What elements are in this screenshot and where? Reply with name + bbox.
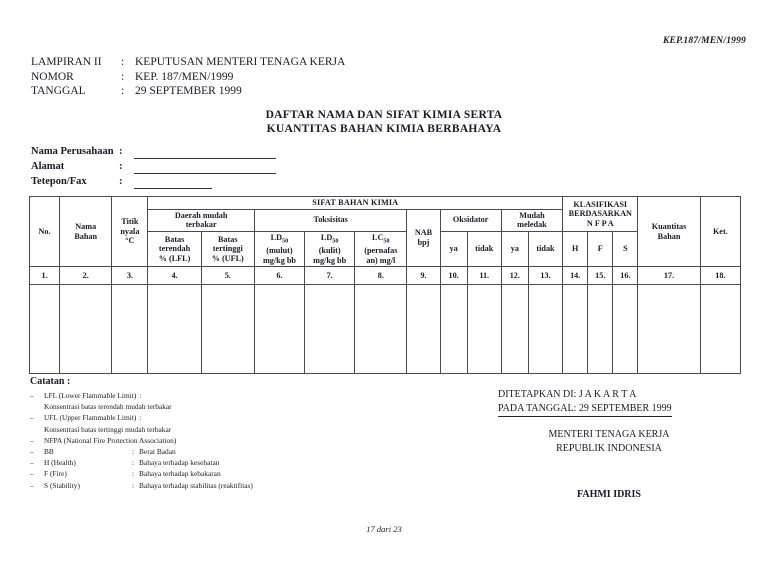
col-titik-nyala-line-1: Titik (121, 217, 139, 227)
data-cell[interactable] (467, 285, 501, 374)
note-definition-lfl: Konsentrasi batas terendah mudah terbakar (44, 402, 172, 412)
number-cell: 17. (638, 267, 700, 285)
letterhead-value: KEPUTUSAN MENTERI TENAGA KERJA (135, 56, 346, 68)
col-ld50-mulut-line-3: mg/kg bb (262, 255, 296, 265)
company-fields (31, 144, 276, 189)
col-lc50-line-1 (356, 233, 405, 246)
col-ld50-kulit-line-3: mg/kg bb (313, 255, 347, 265)
col-titik-nyala (112, 197, 148, 267)
data-cell[interactable] (254, 285, 304, 374)
letterhead-label: NOMOR (31, 70, 74, 83)
note-term: UFL (Upper Flammable Limit) (44, 413, 137, 423)
number-cell: 7. (305, 267, 355, 285)
data-cell[interactable] (60, 285, 112, 374)
note-term: LFL (Lower Flammable Limit) (44, 391, 137, 400)
data-cell[interactable] (528, 285, 562, 374)
note-item-h (30, 457, 350, 468)
field-label: Tetepon/Fax (31, 176, 87, 187)
page-footer: 17 dari 23 (366, 524, 402, 534)
letterhead-label: LAMPIRAN II (31, 56, 102, 68)
daerah-mudah-line-1: Daerah mudah (174, 210, 228, 220)
note-item-nfpa (30, 435, 350, 446)
col-ufl-line-3: % (UFL) (211, 253, 244, 263)
note-definition: Berat Badan (139, 447, 176, 457)
telepon-fax-input[interactable] (134, 177, 212, 189)
signatory-office-line-2: REPUBLIK INDONESIA (556, 442, 662, 454)
group-oksidator: Oksidator (440, 209, 501, 231)
col-no: No. (30, 197, 60, 267)
col-meledak-tidak: tidak (528, 231, 562, 266)
field-label: Nama Perusahaan (31, 146, 114, 157)
note-item-ufl (30, 412, 350, 423)
lc50-text: LC (372, 232, 384, 242)
col-kuantitas-line-1: Kuantitas (651, 222, 687, 231)
ld50-kulit-text: LD (320, 232, 333, 242)
col-nama-bahan-line-2: Bahan (74, 231, 98, 241)
number-cell: 3. (112, 267, 148, 285)
page-title-line-2: KUANTITAS BAHAN KIMIA BERBAHAYA (266, 123, 502, 135)
mudah-meledak-line-1: Mudah (519, 210, 545, 220)
col-nfpa-h: H (563, 231, 588, 266)
data-cell[interactable] (407, 285, 440, 374)
notes-section (30, 376, 350, 491)
col-nama-bahan (60, 197, 112, 267)
number-cell: 8. (355, 267, 407, 285)
field-telepon-fax (31, 174, 276, 189)
col-lfl (148, 231, 201, 266)
note-term: S (Stability) (44, 480, 80, 490)
col-nab-line-1: NAB (414, 228, 433, 238)
note-dash: – (30, 391, 34, 400)
col-lfl-line-1: Batas (164, 234, 185, 244)
number-cell: 9. (407, 267, 440, 285)
col-lc50 (355, 231, 407, 266)
page-title (0, 108, 768, 136)
field-nama-perusahaan (31, 144, 276, 159)
number-cell: 4. (148, 267, 201, 285)
data-cell[interactable] (563, 285, 588, 374)
letterhead (31, 55, 345, 99)
signatory-office (498, 428, 748, 455)
col-kuantitas-bahan (638, 197, 700, 267)
field-alamat (31, 159, 276, 174)
table-row (30, 285, 741, 374)
number-cell: 5. (201, 267, 254, 285)
col-ld50-kulit-line-2: (kulit) (318, 246, 341, 256)
notes-title: Catatan : (30, 376, 71, 387)
col-nfpa-s: S (613, 231, 638, 266)
col-titik-nyala-line-2: nyala (120, 226, 140, 236)
col-lc50-line-3: an) mg/l (366, 255, 396, 265)
note-dash: – (30, 480, 34, 490)
col-lfl-line-3: % (LFL) (158, 253, 191, 263)
col-nama-bahan-line-1: Nama (75, 222, 97, 231)
data-cell[interactable] (440, 285, 467, 374)
col-kuantitas-line-2: Bahan (657, 231, 681, 241)
col-ld50-mulut (254, 231, 304, 266)
col-oksidator-ya: ya (440, 231, 467, 266)
col-oksidator-tidak: tidak (467, 231, 501, 266)
klasifikasi-line-1: KLASIFIKASI (573, 199, 628, 209)
note-definition: Bahaya terhadap stabilitas (reaktifitas) (139, 480, 253, 490)
note-term: BB (44, 447, 54, 457)
col-ufl-line-1: Batas (217, 234, 238, 244)
note-definition: Bahaya terhadap kesehatan (139, 458, 220, 468)
field-colon: : (119, 176, 123, 187)
group-sifat-bahan-kimia: SIFAT BAHAN KIMIA (148, 197, 563, 210)
col-nab (407, 209, 440, 267)
col-ld50-mulut-line-1 (256, 233, 303, 246)
data-cell[interactable] (305, 285, 355, 374)
ld50-mulut-text: LD (270, 232, 283, 242)
data-cell[interactable] (501, 285, 528, 374)
klasifikasi-line-2: BERDASARKAN (568, 209, 632, 219)
note-item-f (30, 468, 350, 479)
data-cell[interactable] (30, 285, 60, 374)
note-term: F (Fire) (44, 469, 67, 479)
letterhead-colon: : (121, 85, 125, 97)
number-cell: 15. (588, 267, 613, 285)
letterhead-value: KEP. 187/MEN/1999 (135, 70, 234, 83)
number-cell: 14. (563, 267, 588, 285)
mudah-meledak-line-2: meledak (517, 220, 547, 230)
col-nab-line-2: bpj (417, 237, 430, 247)
col-ufl (201, 231, 254, 266)
letterhead-row (31, 84, 345, 99)
col-ld50-kulit-line-1 (306, 233, 353, 246)
field-label: Alamat (31, 161, 65, 172)
note-term: NFPA (National Fire Protection Association) (44, 435, 177, 445)
note-dash: – (30, 435, 34, 445)
number-cell: 13. (528, 267, 562, 285)
signatory-name: FAHMI IDRIS (577, 489, 641, 500)
note-term: H (Health) (44, 458, 76, 468)
note-colon: : (132, 458, 135, 468)
table-header-row-group (30, 197, 741, 210)
letterhead-colon: : (121, 56, 125, 68)
group-toksisitas: Toksisitas (254, 209, 407, 231)
number-cell: 2. (60, 267, 112, 285)
col-ld50-kulit (305, 231, 355, 266)
note-dash: – (30, 413, 34, 423)
note-colon: : (139, 391, 142, 400)
signature-date: PADA TANGGAL: 29 SEPTEMBER 1999 (498, 402, 672, 418)
number-cell: 12. (501, 267, 528, 285)
letterhead-row (31, 55, 345, 70)
letterhead-colon: : (121, 70, 125, 83)
klasifikasi-line-3: N F P A (586, 218, 614, 228)
signatory-office-line-1: MENTERI TENAGA KERJA (548, 429, 670, 440)
note-colon: : (132, 447, 135, 457)
note-colon: : (132, 469, 135, 479)
col-ufl-line-2: tertinggi (212, 244, 243, 254)
number-cell: 6. (254, 267, 304, 285)
ld50-kulit-subscript: 50 (332, 237, 339, 245)
col-meledak-ya: ya (501, 231, 528, 266)
note-colon: : (132, 480, 135, 490)
number-cell: 1. (30, 267, 60, 285)
number-cell: 10. (440, 267, 467, 285)
field-colon: : (119, 161, 123, 172)
signature-place: DITETAPKAN DI: J A K A R T A (498, 389, 637, 400)
alamat-input[interactable] (134, 162, 276, 174)
lc50-subscript: 50 (383, 237, 390, 245)
number-cell: 11. (467, 267, 501, 285)
data-cell[interactable] (613, 285, 638, 374)
table-number-row (30, 267, 741, 285)
letterhead-label: TANGGAL (31, 85, 86, 97)
group-klasifikasi-nfpa (563, 197, 638, 232)
note-dash: – (30, 447, 34, 457)
col-nfpa-f: F (588, 231, 613, 266)
group-mudah-meledak (501, 209, 562, 231)
number-cell: 16. (613, 267, 638, 285)
note-definition: Bahaya terhadap kebakaran (139, 469, 221, 479)
note-dash: – (30, 458, 34, 468)
note-definition-ufl: Konsentrasi batas tertinggi mudah terbakar (44, 424, 172, 434)
document-reference: KEP.187/MEN/1999 (663, 36, 746, 46)
ld50-mulut-subscript: 50 (282, 237, 289, 245)
data-cell[interactable] (112, 285, 148, 374)
page-title-line-1: DAFTAR NAMA DAN SIFAT KIMIA SERTA (265, 109, 503, 121)
signature-date-wrap (498, 402, 748, 418)
note-item-s (30, 480, 350, 491)
col-lfl-line-2: terendah (158, 244, 191, 254)
data-cell[interactable] (700, 285, 740, 374)
col-titik-nyala-line-3: °C (125, 236, 135, 246)
letterhead-value: 29 SEPTEMBER 1999 (135, 85, 242, 97)
field-colon: : (119, 146, 123, 157)
note-item-lfl (30, 390, 350, 401)
col-ld50-mulut-line-2: (mulut) (266, 246, 293, 256)
note-colon: : (139, 413, 142, 423)
data-cell[interactable] (355, 285, 407, 374)
data-cell[interactable] (201, 285, 254, 374)
note-dash: – (30, 469, 34, 479)
col-lc50-line-2: (pernafas (364, 246, 398, 256)
note-item-bb (30, 446, 350, 457)
letterhead-row (31, 70, 345, 85)
nama-perusahaan-input[interactable] (134, 147, 276, 159)
data-cell[interactable] (148, 285, 201, 374)
signature-block (498, 388, 748, 502)
group-daerah-mudah-terbakar (148, 209, 254, 231)
daerah-mudah-line-2: terbakar (185, 220, 217, 230)
data-cell[interactable] (638, 285, 700, 374)
chemical-substances-table (29, 196, 741, 374)
data-cell[interactable] (588, 285, 613, 374)
number-cell: 18. (700, 267, 740, 285)
col-ket: Ket. (700, 197, 740, 267)
